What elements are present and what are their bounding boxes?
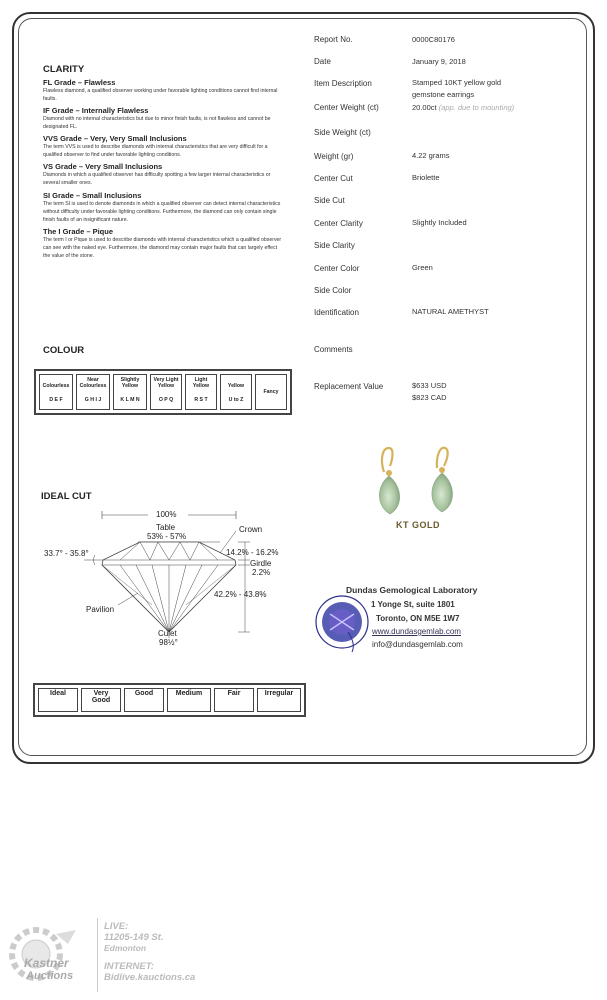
identification-label: Identification <box>314 308 359 317</box>
footer-divider <box>97 918 98 992</box>
earrings-photo <box>362 442 472 534</box>
clarity-grade-fl: FL Grade – Flawless Flawless diamond, a qualified observer working under favorable lighting conditions cannot find internal faults. <box>43 78 278 103</box>
cut-grade-table <box>33 683 306 717</box>
replacement-cad: $823 CAD <box>412 393 447 402</box>
center-weight-value <box>412 103 514 112</box>
colour-cell-colourless: Colourless D E F <box>39 374 73 410</box>
colour-cell-slightly-yellow: Slightly Yellow K L M N <box>113 374 147 410</box>
center-clarity-label: Center Clarity <box>314 219 363 228</box>
comments-label: Comments <box>314 345 353 354</box>
clarity-grade-i: The I Grade – Pique The term I or Pique is used to describe diamonds with internal characteristics which a qualified observer can see with the naked eye. Furthermore, the diamond may contain major faults that can largely effect the value of the stone. <box>43 226 282 259</box>
replacement-usd: $633 USD <box>412 381 447 390</box>
cut-grade-fair: Fair <box>214 688 254 712</box>
identification-value: NATURAL AMETHYST <box>412 307 489 316</box>
lab-website-link[interactable]: www.dundasgemlab.com <box>372 627 461 636</box>
photo-stamp-text: KT GOLD <box>396 520 440 530</box>
center-weight-label: Center Weight (ct) <box>314 103 379 112</box>
report-no-label: Report No. <box>314 35 353 44</box>
lab-seal-stamp <box>312 592 372 656</box>
cut-grade-good: Good <box>124 688 164 712</box>
item-description-line1: Stamped 10KT yellow gold <box>412 78 502 87</box>
lab-email: info@dundasgemlab.com <box>372 640 463 649</box>
center-cut-label: Center Cut <box>314 174 353 183</box>
cut-grade-very-good: Very Good <box>81 688 121 712</box>
center-cut-value: Briolette <box>412 173 440 182</box>
footer-internet-url[interactable]: Bidlive.kauctions.ca <box>104 971 196 983</box>
footer-internet-label: INTERNET: <box>104 960 154 972</box>
colour-cell-light-yellow: Light Yellow R S T <box>185 374 217 410</box>
center-clarity-value: Slightly Included <box>412 218 467 227</box>
clarity-title: CLARITY <box>43 64 85 75</box>
weight-value: 4.22 grams <box>412 151 450 160</box>
lab-address-line1: 1 Yonge St, suite 1801 <box>371 600 455 609</box>
colour-scale-table <box>34 369 292 415</box>
cut-grade-medium: Medium <box>167 688 211 712</box>
crown-label: Crown <box>239 525 263 534</box>
cut-grade-irregular: Irregular <box>257 688 301 712</box>
clarity-grades <box>43 78 283 260</box>
center-color-label: Center Color <box>314 264 360 273</box>
report-no-value: 0000C80176 <box>412 35 455 44</box>
center-color-value: Green <box>412 263 433 272</box>
center-weight-number: 20.00ct <box>412 103 437 112</box>
ideal-cut-title: IDEAL CUT <box>41 491 92 502</box>
item-description-line2: gemstone earrings <box>412 90 475 99</box>
culet-value: 98½° <box>159 638 178 647</box>
culet-label: Culet <box>158 629 177 638</box>
clarity-grade-vvs: VVS Grade – Very, Very Small Inclusions The term VVS is used to describe diamonds with internal characteristics that are very difficult for a qualified observer to find under favorable lighting conditions. <box>43 134 268 159</box>
ideal-cut-diagram <box>40 505 290 650</box>
colour-cell-near-colourless: Near Colourless G H I J <box>76 374 110 410</box>
side-clarity-label: Side Clarity <box>314 241 355 250</box>
lab-seal-icon <box>312 592 372 656</box>
kastner-auctions-logo <box>6 926 92 992</box>
item-description-label: Item Description <box>314 79 372 88</box>
side-color-label: Side Color <box>314 286 352 295</box>
table-range: 53% - 57% <box>147 532 187 541</box>
side-weight-label: Side Weight (ct) <box>314 128 371 137</box>
pavilion-depth-range: 42.2% - 43.8% <box>214 590 267 599</box>
date-value: January 9, 2018 <box>412 57 466 66</box>
girdle-label: Girdle <box>250 559 272 568</box>
colour-cell-fancy: Fancy <box>255 374 287 410</box>
crown-angle-range: 33.7° - 35.8° <box>44 549 89 558</box>
pavilion-label: Pavilion <box>86 605 115 614</box>
side-cut-label: Side Cut <box>314 196 345 205</box>
logo-line2: Auctions <box>26 970 74 982</box>
table-label: Table <box>156 523 176 532</box>
center-weight-note: (app. due to mounting) <box>438 103 515 112</box>
girdle-value: 2.2% <box>252 568 271 577</box>
colour-title: COLOUR <box>43 345 85 356</box>
footer-live-info <box>104 922 195 983</box>
clarity-grade-if: IF Grade – Internally Flawless Diamond with no internal characteristics but due to minor finish faults, is not flawless and cannot be designated FL. <box>43 106 271 131</box>
clarity-grade-si: SI Grade – Small Inclusions The term SI is used to denote diamonds in which a qualified observer can detect internal characteristics without difficulty under favorable lighting conditions. Furthermore, the diamond can only contain single finish faults of an insignificant nature. <box>43 190 281 223</box>
footer-live-address2: Edmonton <box>104 942 147 953</box>
replacement-value-label: Replacement Value <box>314 382 384 391</box>
date-label: Date <box>314 57 331 66</box>
lab-name: Dundas Gemological Laboratory <box>346 585 478 595</box>
clarity-grade-vs: VS Grade – Very Small Inclusions Diamonds in which a qualified observer has difficulty spotting a few larger internal characteristics or several smaller ones. <box>43 162 271 187</box>
weight-label: Weight (gr) <box>314 152 354 161</box>
width-percent-label: 100% <box>156 510 177 519</box>
cut-grade-ideal: Ideal <box>38 688 78 712</box>
colour-cell-yellow: Yellow U to Z <box>220 374 252 410</box>
lab-address-line2: Toronto, ON M5E 1W7 <box>376 614 460 623</box>
footer-live-label: LIVE: <box>104 921 129 932</box>
footer-live-address1: 11205-149 St. <box>104 931 164 943</box>
colour-cell-very-light-yellow: Very Light Yellow O P Q <box>150 374 182 410</box>
logo-line1: Kastner <box>24 956 69 970</box>
crown-height-range: 14.2% - 16.2% <box>226 548 279 557</box>
